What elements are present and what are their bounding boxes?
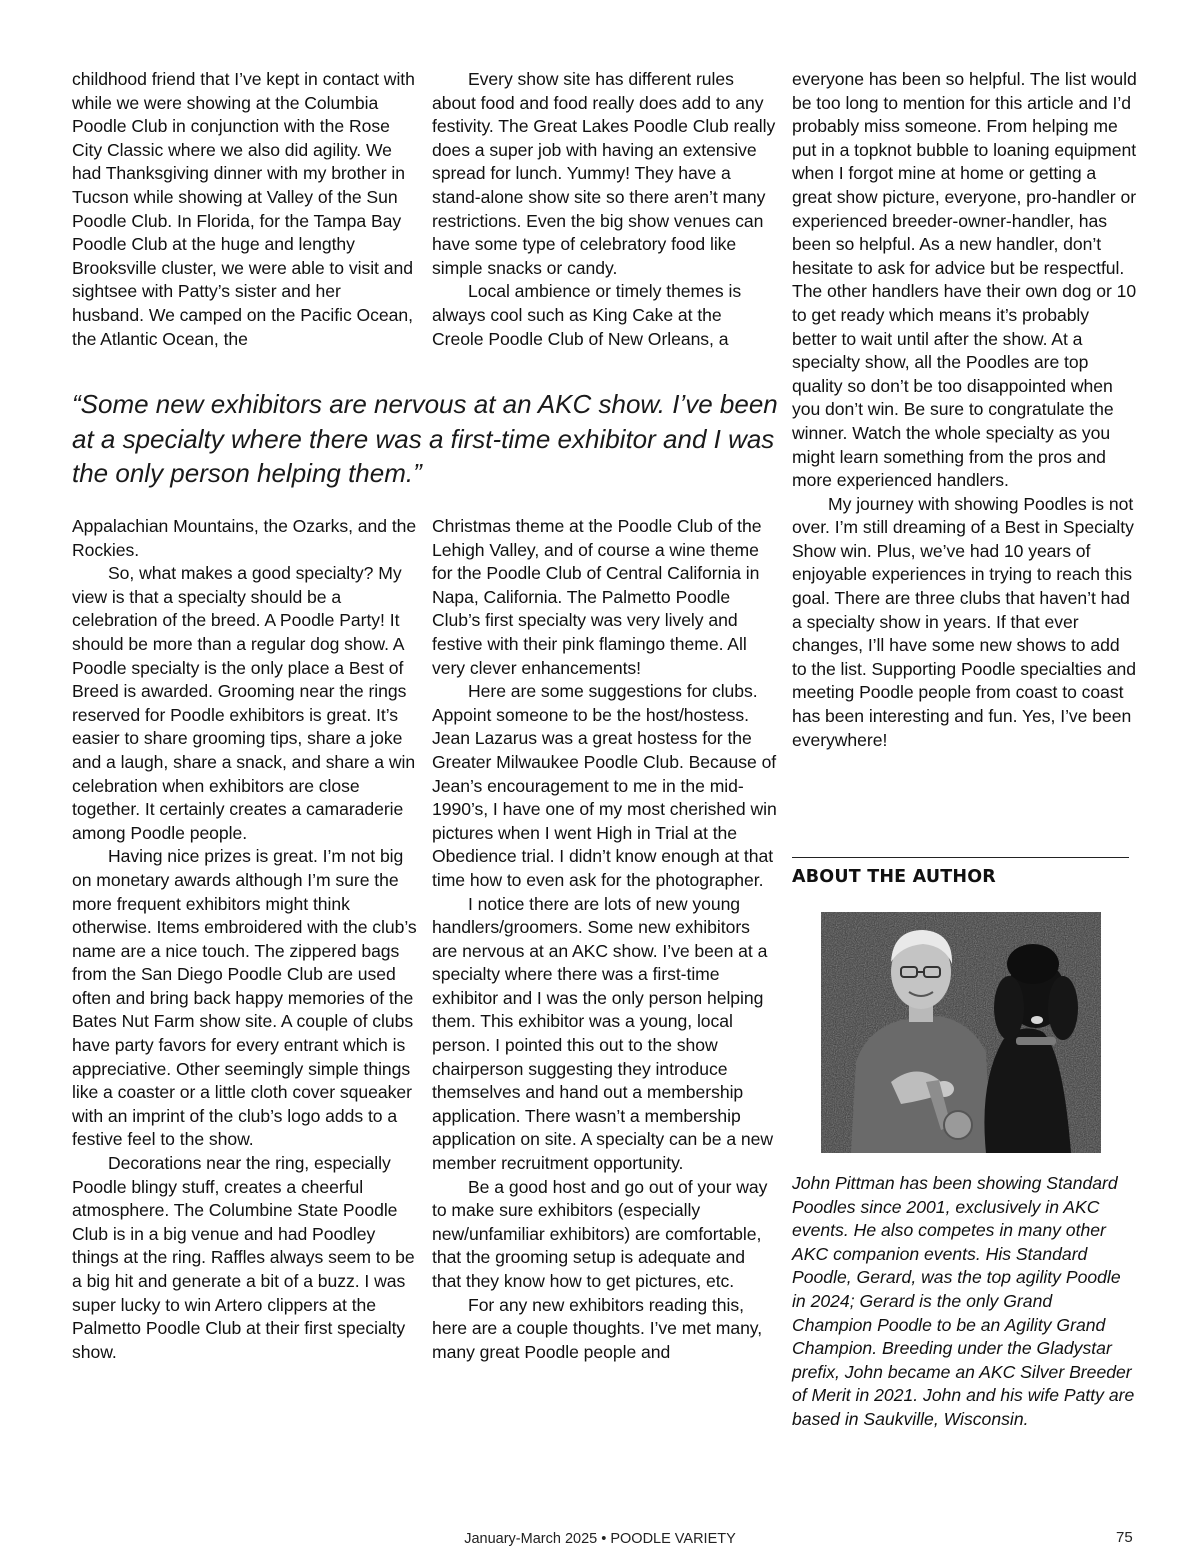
paragraph: Decorations near the ring, especially Poodle blingy stuff, creates a cheerful atmosphere. The Columbine State Poodle Club is in a big venue and had Poodley things at the ring. Raffles always seem to be a big hit and generate a bit of a buzz. I was super lucky to win Artero clippers at the Palmetto Poodle Club at their first specialty show. xyxy=(72,1153,415,1362)
paragraph: Every show site has different rules about food and food really does add to any festivity. The Great Lakes Poodle Club really does a super job with having an extensive spread for lunch. Yummy! They have a stand-alone show site so there aren’t many restrictions. Even the big show venues can have some type of celebratory food like simple snacks or candy. xyxy=(432,69,776,278)
paragraph: Having nice prizes is great. I’m not big on monetary awards although I’m sure the more frequent exhibitors might think otherwise. Items embroidered with the club’s name are a nice touch. The zippered bags from the San Diego Poodle Club are used often and bring back happy memories of the Bates Nut Farm show site. A couple of clubs have party favors for every entrant which is appreciative. Other seemingly simple things like a coaster or a little cloth cover squeaker with an imprint of the club’s logo adds to a festive feel to the show. xyxy=(72,846,417,1150)
page-number: 75 xyxy=(1116,1529,1133,1546)
paragraph: childhood friend that I’ve kept in contact with while we were showing at the Columbia Poodle Club in conjunction with the Rose City Classic where we also did agility. We had Thanksgiving dinner with my brother in Tucson while showing at Valley of the Sun Poodle Club. In Florida, for the Tampa Bay Poodle Club at the huge and lengthy Brooksville cluster, we were able to visit and sightsee with Patty’s sister and her husband. We camped on the Pacific Ocean, the Atlantic Ocean, the xyxy=(72,69,415,349)
paragraph: Christmas theme at the Poodle Club of the Lehigh Valley, and of course a wine theme for the Poodle Club of Central California in Napa, California. The Palmetto Poodle Club’s first specialty was very lively and festive with their pink flamingo theme. All very clever enhancements! xyxy=(432,516,762,678)
paragraph: For any new exhibitors reading this, here are a couple thoughts. I’ve met many, many great Poodle people and xyxy=(432,1294,763,1362)
col1-bottom xyxy=(72,515,417,1364)
footer-issue: January-March 2025 • POODLE VARIETY xyxy=(464,1531,736,1547)
author-photo xyxy=(821,912,1101,1153)
paragraph: Be a good host and go out of your way to make sure exhibitors (especially new/unfamiliar exhibitors) are comfortable, that the grooming setup is adequate and that they know how to get pictures, etc. xyxy=(432,1176,768,1291)
section-divider xyxy=(792,857,1129,858)
paragraph: everyone has been so helpful. The list would be too long to mention for this article and I’d probably miss someone. From helping me put in a topknot bubble to loaning equipment when I forgot mine at home or getting a great show picture, everyone, pro-handler or experienced breeder-owner-handler, has been so helpful. As a new handler, don’t hesitate to ask for advice but be respectful. The other handlers have their own dog or 10 to get ready which means it’s probably better to wait until after the show. At a specialty show, all the Poodles are top quality so don’t be too disappointed when you don’t win. Be sure to congratulate the winner. Watch the whole specialty as you might learn something from the pros and more experienced handlers. xyxy=(792,69,1137,491)
paragraph: Local ambience or timely themes is always cool such as King Cake at the Creole Poodle Club of New Orleans, a xyxy=(432,281,742,349)
author-photo-image xyxy=(821,912,1101,1153)
paragraph: Here are some suggestions for clubs. Appoint someone to be the host/hostess. Jean Lazarus was a great hostess for the Greater Milwaukee Poodle Club. Because of Jean’s encouragement to me in the mid-1990’s, I have one of my most cherished win pictures when I went High in Trial at the Obedience trial. I didn’t know enough at that time how to even ask for the photographer. xyxy=(432,681,777,890)
col3 xyxy=(792,68,1137,752)
paragraph: So, what makes a good specialty? My view is that a specialty should be a celebration of the breed. A Poodle Party! It should be more than a regular dog show. A Poodle specialty is the only place a Best of Breed is awarded. Grooming near the rings reserved for Poodle exhibitors is great. It’s easier to share grooming tips, share a joke and a laugh, share a snack, and share a win celebration when exhibitors are close together. It certainly creates a camaraderie among Poodle people. xyxy=(72,563,416,843)
author-bio: John Pittman has been showing Standard Poodles since 2001, exclusively in AKC events. He also competes in many other AKC companion events. His Standard Poodle, Gerard, was the top agility Poodle in 2024; Gerard is the only Grand Champion Poodle to be an Agility Grand Champion. Breeding under the Gladystar prefix, John became an AKC Silver Breeder of Merit in 2021. John and his wife Patty are based in Saukville, Wisconsin. xyxy=(792,1173,1135,1429)
col2-top xyxy=(432,68,777,351)
paragraph: Appalachian Mountains, the Ozarks, and the Rockies. xyxy=(72,516,417,560)
paragraph: I notice there are lots of new young handlers/groomers. Some new exhibitors are nervous at an AKC show. I’ve been at a specialty where there was a first-time exhibitor and I was the only person helping them. This exhibitor was a young, local person. I pointed this out to the show chairperson suggesting they introduce themselves and hand out a membership application. There wasn’t a membership application on site. A specialty can be a new member recruitment opportunity. xyxy=(432,893,774,1174)
col1-top xyxy=(72,68,417,351)
pull-quote: “Some new exhibitors are nervous at an AKC show. I’ve been at a specialty where there was a first-time exhibitor and I was the only person helping them.” xyxy=(72,389,778,488)
col2-bottom xyxy=(432,515,777,1364)
paragraph: My journey with showing Poodles is not over. I’m still dreaming of a Best in Specialty Show win. Plus, we’ve had 10 years of enjoyable experiences in trying to reach this goal. There are three clubs that haven’t had a specialty show in years. If that ever changes, I’ll have some new shows to add to the list. Supporting Poodle specialties and meeting Poodle people from coast to coast has been interesting and fun. Yes, I’ve been everywhere! xyxy=(792,493,1136,750)
about-author-heading: ABOUT THE AUTHOR xyxy=(792,867,996,887)
